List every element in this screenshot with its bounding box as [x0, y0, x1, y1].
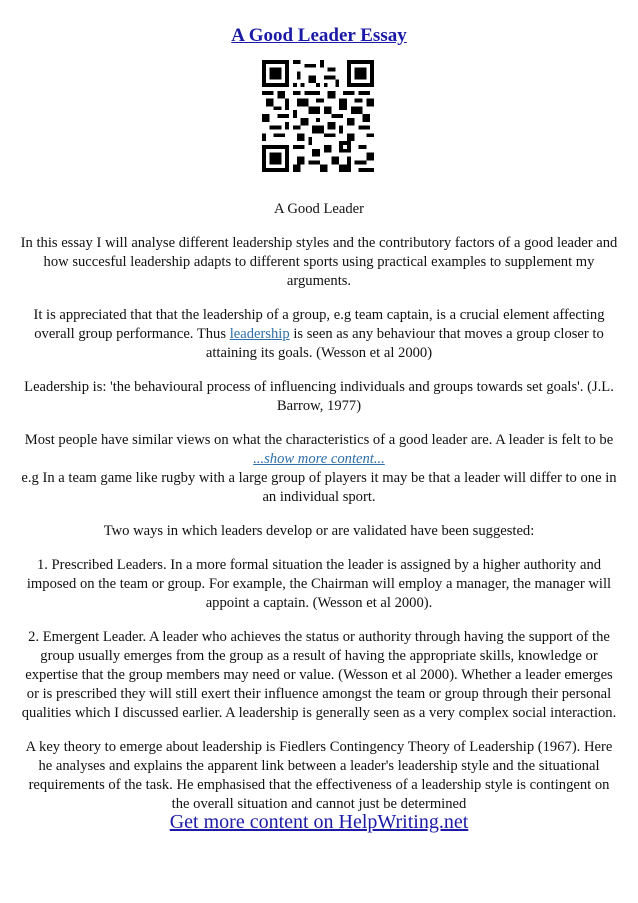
essay-body — [20, 200, 618, 829]
paragraph-rugby: e.g In a team game like rugby with a large group of players it may be that a leader will differ to one in an individual sport. — [21, 470, 617, 505]
paragraph-text: Most people have similar views on what the characteristics of a good leader are. A leader is felt to be — [24, 432, 614, 448]
document-title-link[interactable]: A Good Leader Essay — [231, 25, 407, 46]
qr-code-icon — [262, 60, 374, 172]
paragraph-definition: Leadership is: 'the behavioural process of influencing individuals and groups towards set goals'. (J.L. Barrow, 1977) — [24, 379, 614, 414]
paragraph-text: is seen as any behaviour that moves a group closer to attaining its goals. (Wesson et al 2000) — [205, 326, 604, 361]
get-more-content-link[interactable]: Get more content on HelpWriting.net — [169, 811, 469, 833]
leadership-link[interactable]: leadership — [229, 326, 290, 342]
paragraph-two-ways: Two ways in which leaders develop or are validated have been suggested: — [103, 523, 535, 539]
essay-heading: A Good Leader — [274, 201, 364, 217]
paragraph-definition-intro — [20, 306, 618, 363]
paragraph-intro: In this essay I will analyse different leadership styles and the contributory factors of a good leader and how succesful leadership adapts to different sports using practical examples to supplement my arguments. — [20, 235, 618, 289]
show-more-link[interactable]: ...show more content... — [253, 451, 385, 467]
paragraph-fiedler: A key theory to emerge about leadership is Fiedlers Contingency Theory of Leadership (1967). Here he analyses and explains the apparent link between a leader's leadership style and the situational requirements of the task. He emphasised that the effectiveness of a leadership style is contingent on the overall situation and cannot just be determined — [25, 739, 613, 812]
paragraph-characteristics — [20, 431, 618, 469]
paragraph-prescribed: 1. Prescribed Leaders. In a more formal situation the leader is assigned by a higher authority and imposed on the team or group. For example, the Chairman will employ a manager, the manager will appoint a captain. (Wesson et al 2000). — [26, 557, 612, 611]
paragraph-emergent: 2. Emergent Leader. A leader who achieves the status or authority through having the support of the group usually emerges from the group as a result of having the appropriate skills, knowledge or expertise that the group members may need or value. (Wesson et al 2000). Whether a leader emerges or is prescribed they will still exert their influence amongst the team or group through their personal qualities which I discussed earlier. A leadership is generally seen as a very complex social interaction. — [21, 629, 617, 721]
paragraph-text: It is appreciated that that the leadership of a group, e.g team captain, is a crucial element affecting overall group performance. Thus — [33, 307, 605, 342]
